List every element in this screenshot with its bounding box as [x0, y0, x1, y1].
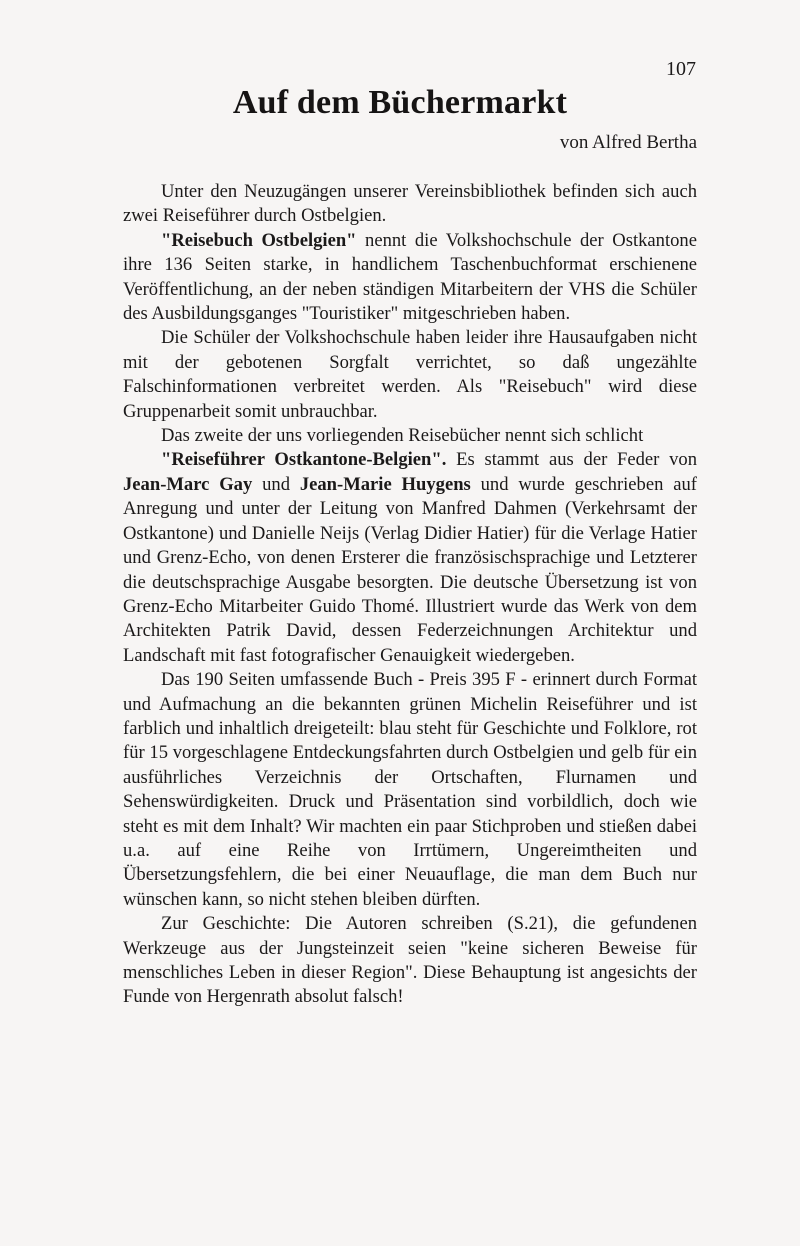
- paragraph-4: [123, 424, 697, 448]
- paragraph-5: [123, 448, 697, 668]
- paragraph-2: [123, 229, 697, 327]
- paragraph-text: Das 190 Seiten umfassende Buch - Preis 395 F - erinnert durch Format und Aufmachung an die bekannten grünen Michelin Reiseführer und ist farblich und inhaltlich dreigeteilt: blau steht für Geschichte und Folklore, rot für 15 vorgeschlagene Entdeckungsfahrten durch Ostbelgien und gelb für ein ausführliches Verzeichnis der Ortschaften, Flurnamen und Sehenswürdigkeiten. Druck und Präsentation sind vorbildlich, doch wie steht es mit dem Inhalt? Wir machten ein paar Stichproben und stießen dabei u.a. auf eine Reihe von Irrtümern, Ungereimtheiten und Übersetzungsfehlern, die bei einer Neuauflage, die man dem Buch nur wünschen kann, so nicht stehen bleiben dürften.: [123, 669, 697, 910]
- paragraph-text: Die Schüler der Volkshochschule haben leider ihre Hausaufgaben nicht mit der gebotenen Sorgfalt verrichtet, so daß ungezählte Falschinformationen verbreitet werden. Als "Reisebuch" wird diese Gruppenarbeit somit unbrauchbar.: [123, 327, 697, 422]
- article-title: Auf dem Büchermarkt: [232, 84, 568, 121]
- paragraph-6: [123, 668, 697, 912]
- paragraph-3: [123, 326, 697, 424]
- paragraph-text: Unter den Neuzugängen unserer Vereinsbibliothek befinden sich auch zwei Reiseführer durch Ostbelgien.: [123, 181, 697, 227]
- book-title-reisebuch: "Reisebuch Ostbelgien": [161, 229, 357, 251]
- paragraph-text: Es stammt aus der Feder von: [446, 449, 698, 471]
- author-name: Jean-Marc Gay: [123, 473, 253, 495]
- paragraph-text: Das zweite der uns vorliegenden Reisebücher nennt sich schlicht: [161, 425, 644, 447]
- book-title-reisefuehrer: "Reiseführer Ostkantone-Belgien".: [161, 449, 447, 471]
- paragraph-text: und: [252, 473, 300, 495]
- paragraph-text: und wurde geschrieben auf Anregung und unter der Leitung von Manfred Dahmen (Verkehrsamt der Ostkantone) und Danielle Neijs (Verlag Didier Hatier) für die Verlage Hatier und Grenz-Echo, von denen Ersterer die französischsprachige und Letzterer die deutschsprachige Ausgabe besorgten. Die deutsche Übersetzung ist von Grenz-Echo Mitarbeiter Guido Thomé. Illustriert wurde das Werk von dem Architekten Patrik David, dessen Federzeichnungen Architektur und Landschaft mit fast fotografischer Genauigkeit wiedergeben.: [123, 473, 697, 666]
- paragraph-text: Zur Geschichte: Die Autoren schreiben (S.21), die gefundenen Werkzeuge aus der Jungsteinzeit seien "keine sicheren Beweise für menschliches Leben in dieser Region". Diese Behauptung ist angesichts der Funde von Hergenrath absolut falsch!: [123, 913, 697, 1008]
- page-number: 107: [666, 58, 696, 80]
- author-byline: von Alfred Bertha: [559, 132, 697, 153]
- paragraph-1: [123, 180, 697, 229]
- article-body: [123, 180, 697, 1010]
- paragraph-7: [123, 912, 697, 1010]
- author-name: Jean-Marie Huygens: [299, 473, 471, 495]
- paragraph-text: nennt die Volkshochschule der Ostkantone ihre 136 Seiten starke, in handlichem Taschenbuchformat erschienene Veröffentlichung, an der neben ständigen Mitarbeitern der VHS die Schüler des Ausbildungsganges "Touristiker" mitgeschrieben haben.: [123, 229, 697, 325]
